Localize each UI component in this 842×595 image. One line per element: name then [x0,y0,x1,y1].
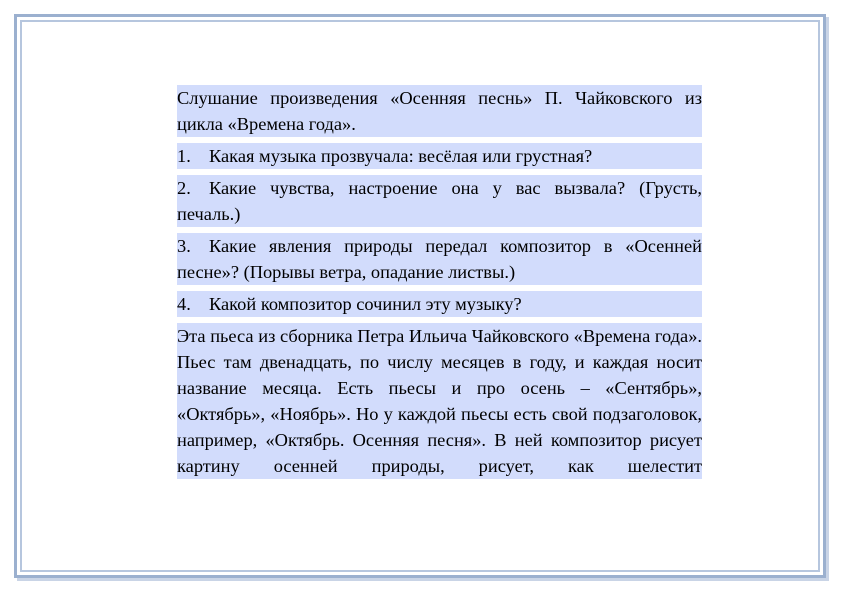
question-4-number: 4. [177,294,191,314]
question-3-text: Какие явления природы передал композитор в «Осенней песне»? (Порывы ветра, опадание листвы.) [177,236,702,282]
question-1 [177,143,702,169]
question-3 [177,233,702,285]
text-block [177,85,702,479]
question-2-text: Какие чувства, настроение она у вас вызвала? (Грусть, печаль.) [177,178,702,224]
intro-paragraph: Слушание произведения «Осенняя песнь» П. Чайковского из цикла «Времена года». [177,85,702,137]
question-2 [177,175,702,227]
question-2-number: 2. [177,178,191,198]
question-1-text: Какая музыка прозвучала: весёлая или грустная? [209,146,593,166]
question-4 [177,291,702,317]
question-1-number: 1. [177,146,191,166]
closing-paragraph: Эта пьеса из сборника Петра Ильича Чайковского «Времена года». Пьес там двенадцать, по числу месяцев в году, и каждая носит название месяца. Есть пьесы и про осень – «Сентябрь», «Октябрь», «Ноябрь». Но у каждой пьесы есть свой подзаголовок, например, «Октябрь. Осенняя песня». В ней композитор рисует картину осенней природы, рисует, как шелестит [177,323,702,479]
frame-shadow-right [826,17,829,581]
frame-shadow-bottom [17,578,829,581]
question-3-number: 3. [177,236,191,256]
question-4-text: Какой композитор сочинил эту музыку? [209,294,522,314]
